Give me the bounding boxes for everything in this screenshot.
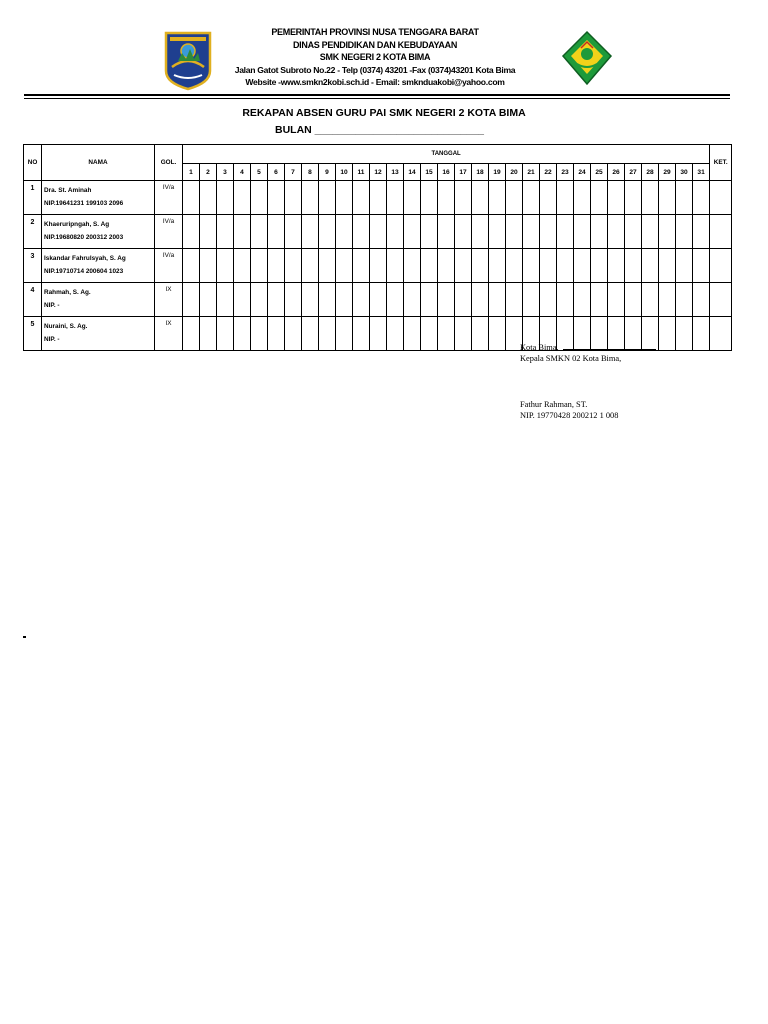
attendance-cell (472, 249, 489, 283)
attendance-cell (659, 215, 676, 249)
teacher-cell (42, 181, 155, 215)
month-field: BULAN _____________________________ (275, 124, 485, 136)
attendance-cell (319, 249, 336, 283)
school-emblem-icon (561, 30, 613, 86)
teacher-nip: NIP. - (44, 336, 60, 343)
attendance-cell (625, 283, 642, 317)
attendance-cell (285, 317, 302, 351)
attendance-cell (574, 181, 591, 215)
attendance-cell (659, 317, 676, 351)
attendance-cell (642, 181, 659, 215)
teacher-grade: IX (155, 283, 183, 317)
attendance-cell (302, 215, 319, 249)
attendance-cell (506, 215, 523, 249)
attendance-cell (608, 181, 625, 215)
day-header: 4 (234, 164, 251, 181)
remarks-cell (710, 249, 732, 283)
day-header: 23 (557, 164, 574, 181)
day-header: 3 (217, 164, 234, 181)
attendance-cell (523, 283, 540, 317)
day-header: 31 (693, 164, 710, 181)
day-header: 8 (302, 164, 319, 181)
attendance-cell (200, 283, 217, 317)
attendance-cell (387, 283, 404, 317)
attendance-cell (591, 181, 608, 215)
teacher-name: Nuraini, S. Ag. (44, 323, 88, 330)
signature-block (520, 342, 656, 421)
day-header: 25 (591, 164, 608, 181)
row-number: 4 (24, 283, 42, 317)
attendance-cell (540, 181, 557, 215)
attendance-cell (608, 283, 625, 317)
attendance-cell (438, 181, 455, 215)
attendance-cell (387, 317, 404, 351)
teacher-name: Rahmah, S. Ag. (44, 289, 91, 296)
attendance-cell (370, 283, 387, 317)
attendance-cell (557, 215, 574, 249)
attendance-cell (489, 283, 506, 317)
attendance-cell (268, 181, 285, 215)
attendance-cell (336, 249, 353, 283)
day-header: 12 (370, 164, 387, 181)
day-header: 6 (268, 164, 285, 181)
letterhead-rule-thick (24, 94, 730, 96)
attendance-cell (217, 249, 234, 283)
day-header: 22 (540, 164, 557, 181)
attendance-cell (625, 181, 642, 215)
attendance-cell (336, 317, 353, 351)
attendance-cell (421, 317, 438, 351)
remarks-cell (710, 283, 732, 317)
attendance-cell (387, 215, 404, 249)
attendance-cell (659, 283, 676, 317)
attendance-cell (183, 317, 200, 351)
attendance-cell (489, 181, 506, 215)
attendance-cell (183, 249, 200, 283)
day-header: 10 (336, 164, 353, 181)
attendance-cell (217, 283, 234, 317)
attendance-cell (676, 181, 693, 215)
attendance-cell (438, 317, 455, 351)
attendance-cell (285, 181, 302, 215)
teacher-name: Dra. St. Aminah (44, 187, 92, 194)
table-row (24, 181, 732, 215)
attendance-cell (404, 283, 421, 317)
attendance-cell (676, 317, 693, 351)
attendance-cell (183, 283, 200, 317)
row-number: 2 (24, 215, 42, 249)
attendance-cell (234, 181, 251, 215)
row-number: 5 (24, 317, 42, 351)
attendance-cell (404, 317, 421, 351)
attendance-cell (574, 215, 591, 249)
attendance-cell (489, 317, 506, 351)
attendance-cell (285, 215, 302, 249)
day-header: 15 (421, 164, 438, 181)
letterhead-rule-thin (24, 98, 730, 99)
attendance-cell (506, 181, 523, 215)
attendance-cell (268, 215, 285, 249)
attendance-cell (574, 249, 591, 283)
date-blank-line (563, 342, 656, 350)
attendance-cell (455, 283, 472, 317)
school-address: Jalan Gatot Subroto No.22 - Telp (0374) 43201 -Fax (0374)43201 Kota Bima (234, 64, 516, 75)
attendance-cell (285, 249, 302, 283)
attendance-cell (693, 181, 710, 215)
attendance-rows (24, 181, 732, 351)
day-header: 2 (200, 164, 217, 181)
attendance-cell (591, 249, 608, 283)
signature-position: Kepala SMKN 02 Kota Bima, (520, 353, 622, 363)
attendance-cell (421, 283, 438, 317)
attendance-cell (540, 249, 557, 283)
day-header: 9 (319, 164, 336, 181)
attendance-cell (642, 215, 659, 249)
day-header: 13 (387, 164, 404, 181)
day-header: 21 (523, 164, 540, 181)
attendance-cell (404, 249, 421, 283)
provincial-emblem-icon (164, 31, 212, 91)
attendance-cell (438, 283, 455, 317)
row-number: 3 (24, 249, 42, 283)
attendance-cell (438, 215, 455, 249)
teacher-grade: IV/a (155, 215, 183, 249)
attendance-cell (523, 215, 540, 249)
attendance-cell (625, 249, 642, 283)
attendance-cell (200, 317, 217, 351)
day-header: 11 (353, 164, 370, 181)
attendance-cell (319, 283, 336, 317)
attendance-cell (489, 249, 506, 283)
day-header: 20 (506, 164, 523, 181)
day-header: 7 (285, 164, 302, 181)
agency-name: DINAS PENDIDIKAN DAN KEBUDAYAAN (292, 39, 458, 50)
attendance-cell (591, 215, 608, 249)
attendance-cell (302, 317, 319, 351)
teacher-name: Khaeruripngah, S. Ag (44, 221, 110, 228)
teacher-grade: IX (155, 317, 183, 351)
attendance-cell (506, 249, 523, 283)
table-row (24, 249, 732, 283)
teacher-cell (42, 215, 155, 249)
attendance-cell (625, 215, 642, 249)
attendance-cell (455, 317, 472, 351)
attendance-table (23, 144, 732, 351)
attendance-cell (217, 181, 234, 215)
attendance-cell (251, 215, 268, 249)
day-header: 24 (574, 164, 591, 181)
teacher-nip: NIP.19641231 199103 2096 (44, 200, 124, 207)
header-nama: NAMA (42, 145, 155, 181)
attendance-cell (455, 249, 472, 283)
teacher-name: Iskandar Fahrulsyah, S. Ag (44, 255, 126, 262)
attendance-cell (234, 317, 251, 351)
teacher-grade: IV/a (155, 181, 183, 215)
attendance-cell (370, 215, 387, 249)
attendance-cell (336, 181, 353, 215)
attendance-cell (251, 249, 268, 283)
day-header: 16 (438, 164, 455, 181)
teacher-nip: NIP.19710714 200604 1023 (44, 268, 124, 275)
signature-name: Fathur Rahman, ST. (520, 400, 588, 409)
attendance-cell (693, 249, 710, 283)
remarks-cell (710, 181, 732, 215)
attendance-cell (676, 249, 693, 283)
day-header: 17 (455, 164, 472, 181)
attendance-cell (200, 215, 217, 249)
header-tanggal: TANGGAL (183, 145, 710, 164)
attendance-cell (353, 215, 370, 249)
table-row (24, 283, 732, 317)
attendance-cell (217, 317, 234, 351)
attendance-cell (268, 249, 285, 283)
attendance-cell (234, 249, 251, 283)
attendance-cell (302, 283, 319, 317)
attendance-cell (421, 249, 438, 283)
signature-nip: NIP. 19770428 200212 1 008 (520, 410, 619, 420)
letterhead-text (220, 26, 530, 89)
attendance-cell (370, 317, 387, 351)
teacher-nip: NIP.19680820 200312 2003 (44, 234, 124, 241)
attendance-cell (387, 249, 404, 283)
teacher-cell (42, 283, 155, 317)
attendance-cell (421, 215, 438, 249)
attendance-cell (438, 249, 455, 283)
attendance-cell (642, 283, 659, 317)
attendance-cell (557, 283, 574, 317)
attendance-cell (353, 283, 370, 317)
attendance-cell (523, 181, 540, 215)
attendance-cell (200, 181, 217, 215)
attendance-cell (472, 317, 489, 351)
attendance-cell (455, 215, 472, 249)
attendance-cell (574, 283, 591, 317)
header-no: NO (24, 145, 42, 181)
attendance-cell (353, 249, 370, 283)
attendance-cell (217, 215, 234, 249)
attendance-cell (285, 283, 302, 317)
teacher-cell (42, 249, 155, 283)
attendance-cell (404, 215, 421, 249)
attendance-cell (472, 181, 489, 215)
attendance-cell (676, 283, 693, 317)
attendance-cell (693, 215, 710, 249)
attendance-cell (370, 249, 387, 283)
day-header: 30 (676, 164, 693, 181)
attendance-cell (302, 181, 319, 215)
attendance-cell (506, 283, 523, 317)
attendance-cell (608, 215, 625, 249)
header-gol: GOL. (155, 145, 183, 181)
day-header: 28 (642, 164, 659, 181)
attendance-cell (336, 283, 353, 317)
attendance-cell (353, 317, 370, 351)
attendance-cell (642, 249, 659, 283)
attendance-cell (540, 215, 557, 249)
attendance-cell (404, 181, 421, 215)
attendance-cell (319, 181, 336, 215)
attendance-cell (676, 215, 693, 249)
attendance-cell (251, 283, 268, 317)
day-header: 26 (608, 164, 625, 181)
attendance-cell (693, 317, 710, 351)
attendance-cell (608, 249, 625, 283)
attendance-cell (234, 283, 251, 317)
attendance-cell (251, 317, 268, 351)
attendance-cell (387, 181, 404, 215)
attendance-cell (353, 181, 370, 215)
attendance-cell (591, 283, 608, 317)
signature-place: Kota Bima, (520, 343, 559, 352)
attendance-cell (472, 215, 489, 249)
attendance-cell (370, 181, 387, 215)
day-header: 27 (625, 164, 642, 181)
row-number: 1 (24, 181, 42, 215)
attendance-cell (200, 249, 217, 283)
letterhead (0, 0, 768, 100)
attendance-cell (268, 283, 285, 317)
attendance-cell (319, 317, 336, 351)
header-ket: KET. (710, 145, 732, 181)
school-website: Website -www.smkn2kobi.sch.id - Email: smknduakobi@yahoo.com (245, 77, 505, 87)
attendance-cell (472, 283, 489, 317)
remarks-cell (710, 215, 732, 249)
attendance-cell (251, 181, 268, 215)
teacher-grade: IV/a (155, 249, 183, 283)
day-header: 18 (472, 164, 489, 181)
province-name: PEMERINTAH PROVINSI NUSA TENGGARA BARAT (271, 27, 479, 37)
document-title: REKAPAN ABSEN GURU PAI SMK NEGERI 2 KOTA BIMA (242, 107, 526, 119)
school-name: SMK NEGERI 2 KOTA BIMA (319, 52, 431, 62)
attendance-cell (234, 215, 251, 249)
day-header: 14 (404, 164, 421, 181)
attendance-cell (455, 181, 472, 215)
day-header: 29 (659, 164, 676, 181)
attendance-cell (693, 283, 710, 317)
day-header: 1 (183, 164, 200, 181)
teacher-nip: NIP. - (44, 302, 60, 309)
stray-mark (23, 636, 26, 638)
table-row (24, 215, 732, 249)
attendance-cell (319, 215, 336, 249)
teacher-cell (42, 317, 155, 351)
attendance-cell (557, 181, 574, 215)
attendance-cell (659, 181, 676, 215)
attendance-cell (659, 249, 676, 283)
attendance-cell (557, 249, 574, 283)
attendance-cell (302, 249, 319, 283)
attendance-cell (523, 249, 540, 283)
attendance-cell (421, 181, 438, 215)
remarks-cell (710, 317, 732, 351)
attendance-cell (540, 283, 557, 317)
attendance-cell (489, 215, 506, 249)
attendance-cell (268, 317, 285, 351)
attendance-cell (183, 181, 200, 215)
attendance-cell (183, 215, 200, 249)
day-header: 19 (489, 164, 506, 181)
attendance-cell (336, 215, 353, 249)
day-header: 5 (251, 164, 268, 181)
